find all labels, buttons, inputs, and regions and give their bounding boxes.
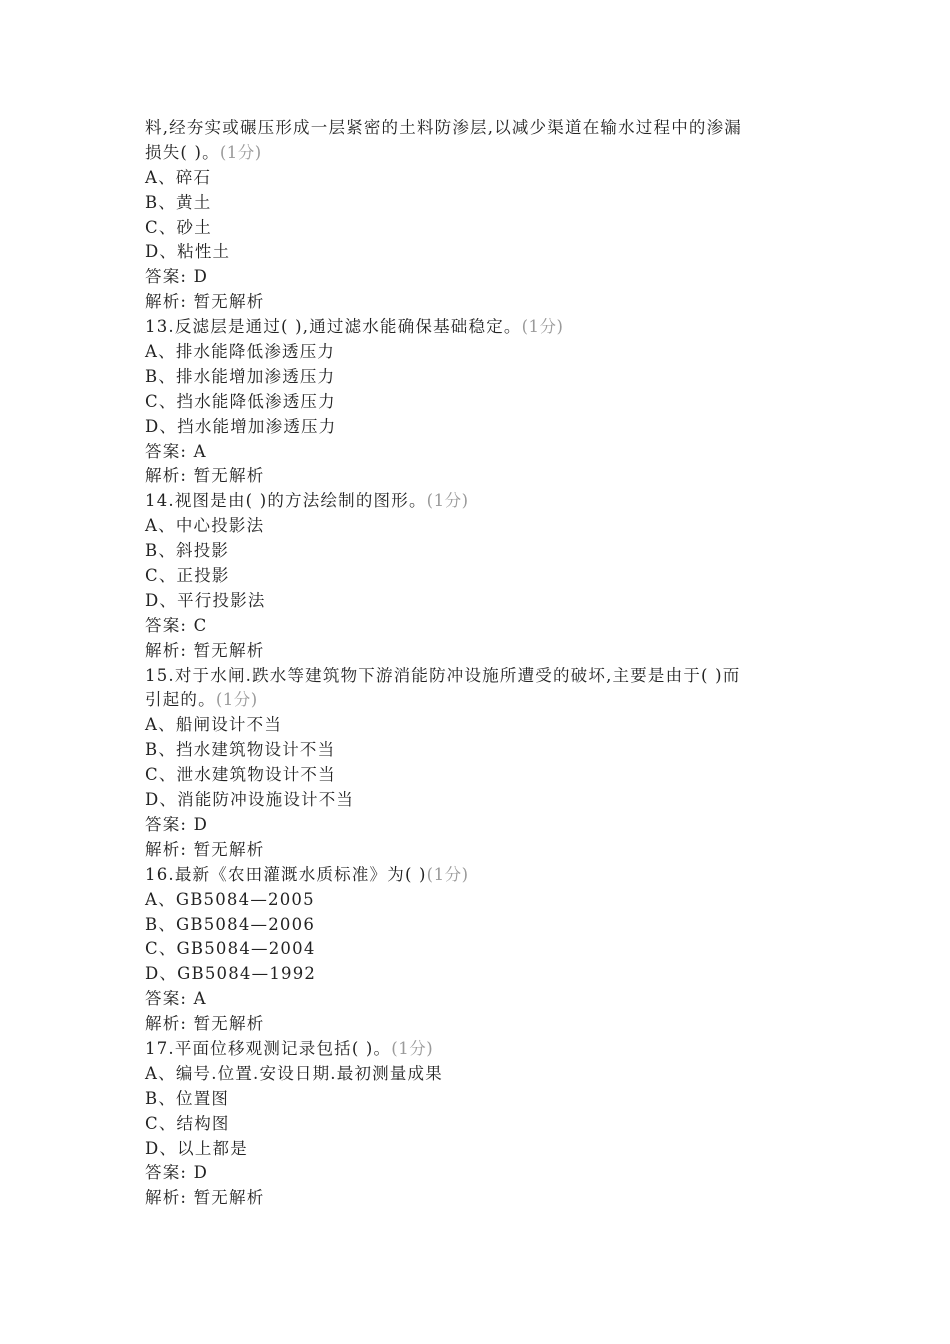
option-b: B、挡水建筑物设计不当 <box>145 740 336 760</box>
question-score: (1分) <box>521 317 564 337</box>
analysis: 解析: 暂无解析 <box>145 1014 265 1034</box>
question-stem-text: 13.反滤层是通过( ),通过滤水能确保基础稳定。 <box>145 317 522 337</box>
question-stem-line: 15.对于水闸.跌水等建筑物下游消能防冲设施所遭受的破坏,主要是由于( )而 <box>145 665 741 685</box>
answer: 答案: A <box>145 989 207 1009</box>
option-b: B、GB5084—2006 <box>145 914 316 934</box>
question-17 <box>145 1037 805 1211</box>
option-d: D、GB5084—1992 <box>145 964 317 984</box>
option-d: D、平行投影法 <box>145 590 266 610</box>
question-score: (1分) <box>426 491 469 511</box>
question-stem-text: 14.视图是由( )的方法绘制的图形。 <box>145 491 427 511</box>
analysis: 解析: 暂无解析 <box>145 1188 265 1208</box>
question-stem-text: 17.平面位移观测记录包括( )。 <box>145 1038 392 1058</box>
option-c: C、砂土 <box>145 217 212 237</box>
question-stem-line <box>145 863 805 888</box>
answer: 答案: C <box>145 615 208 635</box>
option-d: D、粘性土 <box>145 242 231 262</box>
analysis: 解析: 暂无解析 <box>145 640 265 660</box>
answer: 答案: D <box>145 814 209 834</box>
option-d: D、挡水能增加渗透压力 <box>145 416 337 436</box>
question-score: (1分) <box>426 864 469 884</box>
question-stem-text: 引起的。 <box>145 690 216 710</box>
question-14 <box>145 489 805 663</box>
option-c: C、挡水能降低渗透压力 <box>145 391 336 411</box>
question-score: (1分) <box>391 1038 434 1058</box>
answer: 答案: D <box>145 1163 209 1183</box>
question-stem-line <box>145 141 805 166</box>
answer: 答案: D <box>145 267 209 287</box>
option-b: B、位置图 <box>145 1088 230 1108</box>
question-score: (1分) <box>215 690 258 710</box>
option-d: D、以上都是 <box>145 1138 248 1158</box>
analysis: 解析: 暂无解析 <box>145 292 265 312</box>
option-a: A、碎石 <box>145 167 212 187</box>
option-a: A、编号.位置.安设日期.最初测量成果 <box>145 1063 443 1083</box>
question-13 <box>145 315 805 489</box>
question-15 <box>145 664 805 863</box>
question-stem-line <box>145 1037 805 1062</box>
option-a: A、船闸设计不当 <box>145 715 283 735</box>
option-c: C、GB5084—2004 <box>145 939 316 959</box>
question-stem-line: 料,经夯实或碾压形成一层紧密的土料防渗层,以减少渠道在输水过程中的渗漏 <box>145 118 742 137</box>
answer: 答案: A <box>145 441 207 461</box>
analysis: 解析: 暂无解析 <box>145 839 265 859</box>
question-score: (1分) <box>219 142 262 162</box>
analysis: 解析: 暂无解析 <box>145 466 265 486</box>
question-12-continued <box>145 116 805 315</box>
question-16 <box>145 863 805 1037</box>
question-stem-line <box>145 315 805 340</box>
option-c: C、泄水建筑物设计不当 <box>145 765 336 785</box>
option-a: A、中心投影法 <box>145 516 265 536</box>
option-c: C、正投影 <box>145 566 230 586</box>
option-b: B、黄土 <box>145 192 212 212</box>
question-stem-text: 16.最新《农田灌溉水质标准》为( ) <box>145 864 427 884</box>
option-b: B、排水能增加渗透压力 <box>145 366 336 386</box>
option-c: C、结构图 <box>145 1113 230 1133</box>
option-d: D、消能防冲设施设计不当 <box>145 790 355 810</box>
question-stem-text: 损失( )。 <box>145 142 220 162</box>
option-b: B、斜投影 <box>145 541 230 561</box>
option-a: A、排水能降低渗透压力 <box>145 342 336 362</box>
exam-content <box>145 116 805 1211</box>
option-a: A、GB5084—2005 <box>145 889 315 909</box>
question-stem-line <box>145 688 805 713</box>
question-stem-line <box>145 489 805 514</box>
